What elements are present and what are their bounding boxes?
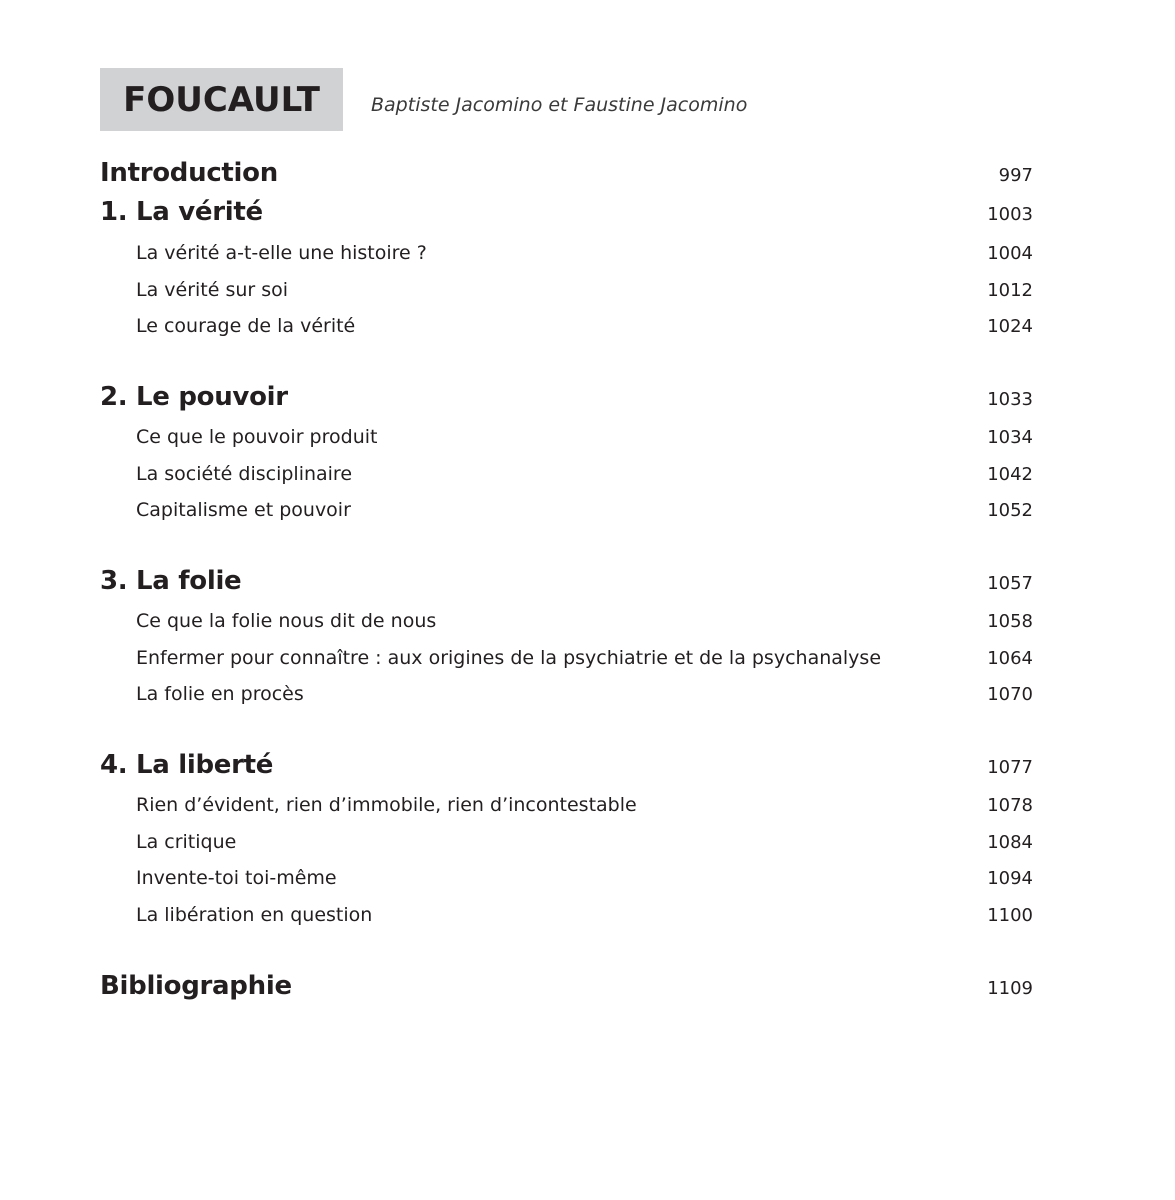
toc-section[interactable] bbox=[100, 426, 1033, 448]
toc-section[interactable] bbox=[100, 499, 1033, 521]
section-page: 1034 bbox=[987, 427, 1033, 448]
toc-introduction[interactable] bbox=[100, 158, 1033, 188]
chapter-number: 3. bbox=[100, 566, 128, 596]
section-title: Ce que la folie nous dit de nous bbox=[136, 610, 437, 632]
toc-section[interactable] bbox=[100, 904, 1033, 926]
toc-section[interactable] bbox=[100, 683, 1033, 705]
chapter-title: La folie bbox=[136, 566, 242, 596]
section-page: 1078 bbox=[987, 795, 1033, 816]
section-page: 1052 bbox=[987, 500, 1033, 521]
section-page: 1100 bbox=[987, 905, 1033, 926]
section-page: 1094 bbox=[987, 868, 1033, 889]
section-page: 1070 bbox=[987, 684, 1033, 705]
section-title: Ce que le pouvoir produit bbox=[136, 426, 378, 448]
section-title: La société disciplinaire bbox=[136, 463, 353, 485]
section-page: 1064 bbox=[987, 648, 1033, 669]
authors: Baptiste Jacomino et Faustine Jacomino bbox=[371, 93, 748, 116]
section-page: 1012 bbox=[987, 280, 1033, 301]
toc-section[interactable] bbox=[100, 610, 1033, 632]
toc-section[interactable] bbox=[100, 647, 1033, 669]
section-title: Invente-toi toi-même bbox=[136, 867, 337, 889]
toc-chapter-4[interactable] bbox=[100, 750, 1033, 780]
section-page: 1042 bbox=[987, 464, 1033, 485]
chapter-page: 1003 bbox=[987, 204, 1033, 225]
section-page: 1024 bbox=[987, 316, 1033, 337]
toc-section[interactable] bbox=[100, 279, 1033, 301]
page-header bbox=[100, 68, 747, 131]
section-title: Le courage de la vérité bbox=[136, 315, 356, 337]
chapter-number: 4. bbox=[100, 750, 128, 780]
toc-bibliography-page: 1109 bbox=[987, 978, 1033, 999]
chapter-title: La liberté bbox=[136, 750, 274, 780]
section-title: La vérité a-t-elle une histoire ? bbox=[136, 242, 427, 264]
section-title: Capitalisme et pouvoir bbox=[136, 499, 351, 521]
chapter-page: 1057 bbox=[987, 573, 1033, 594]
section-title: Rien d’évident, rien d’immobile, rien d’incontestable bbox=[136, 794, 637, 816]
toc-section[interactable] bbox=[100, 242, 1033, 264]
chapter-page: 1033 bbox=[987, 389, 1033, 410]
toc-chapter-3[interactable] bbox=[100, 566, 1033, 596]
title-box bbox=[100, 68, 343, 131]
toc-chapter-2[interactable] bbox=[100, 382, 1033, 412]
toc-section[interactable] bbox=[100, 794, 1033, 816]
toc-section[interactable] bbox=[100, 831, 1033, 853]
toc-section[interactable] bbox=[100, 463, 1033, 485]
toc-introduction-label: Introduction bbox=[100, 158, 278, 188]
section-title: La critique bbox=[136, 831, 237, 853]
chapter-page: 1077 bbox=[987, 757, 1033, 778]
chapter-number: 2. bbox=[100, 382, 128, 412]
section-title: La libération en question bbox=[136, 904, 373, 926]
section-title: La folie en procès bbox=[136, 683, 304, 705]
book-title: FOUCAULT bbox=[123, 79, 320, 120]
toc-introduction-page: 997 bbox=[998, 165, 1033, 186]
section-page: 1058 bbox=[987, 611, 1033, 632]
section-page: 1004 bbox=[987, 243, 1033, 264]
chapter-title: Le pouvoir bbox=[136, 382, 288, 412]
section-title: Enfermer pour connaître : aux origines de la psychiatrie et de la psychanalyse bbox=[136, 647, 882, 669]
chapter-title: La vérité bbox=[136, 197, 263, 227]
toc-section[interactable] bbox=[100, 867, 1033, 889]
toc-chapter-1[interactable] bbox=[100, 197, 1033, 227]
section-page: 1084 bbox=[987, 832, 1033, 853]
section-title: La vérité sur soi bbox=[136, 279, 289, 301]
toc-section[interactable] bbox=[100, 315, 1033, 337]
toc-bibliography-label: Bibliographie bbox=[100, 971, 292, 1001]
chapter-number: 1. bbox=[100, 197, 128, 227]
toc-bibliography[interactable] bbox=[100, 971, 1033, 1001]
